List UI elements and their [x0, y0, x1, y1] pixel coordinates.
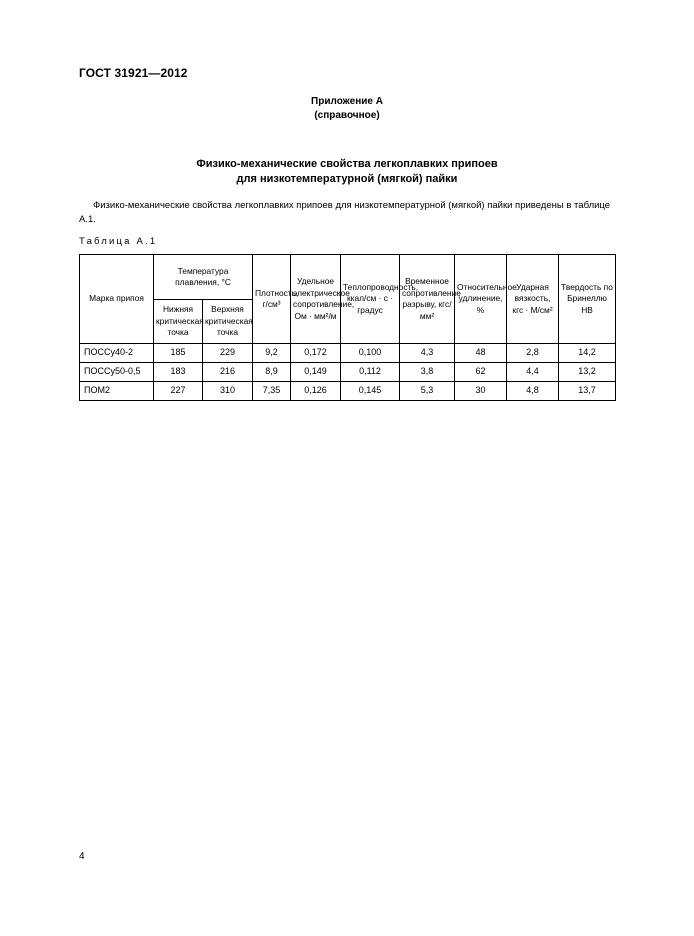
- cell-hardness: 14,2: [559, 344, 616, 363]
- cell-temp-low: 185: [154, 344, 203, 363]
- cell-density: 7,35: [253, 382, 291, 401]
- cell-impact: 2,8: [507, 344, 559, 363]
- cell-elongation: 48: [455, 344, 507, 363]
- cell-resistivity: 0,126: [291, 382, 341, 401]
- cell-density: 9,2: [253, 344, 291, 363]
- table-row: [80, 344, 616, 363]
- cell-grade: ПОССу50-0,5: [80, 363, 154, 382]
- cell-tensile: 4,3: [400, 344, 455, 363]
- header-density: Плотность, г/см³: [253, 255, 291, 344]
- header-resistivity: Удельное электрическое сопротивление, Ом · мм²/м: [291, 255, 341, 344]
- cell-temp-high: 229: [203, 344, 253, 363]
- header-elongation: Относительное удлинение, %: [455, 255, 507, 344]
- section-title-line1: Физико-механические свойства легкоплавких припоев: [196, 158, 498, 170]
- cell-temp-high: 216: [203, 363, 253, 382]
- table-caption: Таблица А.1: [79, 236, 158, 247]
- header-grade: Марка припоя: [80, 255, 154, 344]
- header-temp-high: Верхняя критическая точка: [203, 300, 253, 344]
- appendix-type: (справочное): [314, 110, 380, 121]
- cell-impact: 4,4: [507, 363, 559, 382]
- properties-table: [79, 254, 616, 401]
- header-temp-low: Нижняя критическая точка: [154, 300, 203, 344]
- cell-temp-low: 227: [154, 382, 203, 401]
- header-conductivity: Теплопроводность, ккал/см · с · градус: [341, 255, 400, 344]
- appendix-label: Приложение А: [311, 96, 383, 107]
- cell-elongation: 30: [455, 382, 507, 401]
- cell-elongation: 62: [455, 363, 507, 382]
- header-hardness: Твердость по Бринеллю НВ: [559, 255, 616, 344]
- cell-grade: ПОССу40-2: [80, 344, 154, 363]
- cell-temp-low: 183: [154, 363, 203, 382]
- cell-density: 8,9: [253, 363, 291, 382]
- cell-resistivity: 0,149: [291, 363, 341, 382]
- table-row: [80, 382, 616, 401]
- page-number: 4: [79, 851, 85, 862]
- intro-paragraph: Физико-механические свойства легкоплавких припоев для низкотемпературной (мягкой) пайки приведены в таблице А.1.: [79, 200, 611, 225]
- cell-resistivity: 0,172: [291, 344, 341, 363]
- cell-hardness: 13,2: [559, 363, 616, 382]
- cell-conductivity: 0,145: [341, 382, 400, 401]
- cell-grade: ПОМ2: [80, 382, 154, 401]
- cell-temp-high: 310: [203, 382, 253, 401]
- cell-conductivity: 0,100: [341, 344, 400, 363]
- cell-tensile: 3,8: [400, 363, 455, 382]
- cell-tensile: 5,3: [400, 382, 455, 401]
- cell-conductivity: 0,112: [341, 363, 400, 382]
- cell-impact: 4,8: [507, 382, 559, 401]
- cell-hardness: 13,7: [559, 382, 616, 401]
- header-tensile: Временное сопротивление разрыву, кгс/мм²: [400, 255, 455, 344]
- document-code: ГОСТ 31921—2012: [79, 66, 188, 80]
- table-row: [80, 363, 616, 382]
- header-impact: Ударная вязкость, кгс · М/см²: [507, 255, 559, 344]
- header-temperature: Температура плавления, °С: [154, 255, 253, 300]
- section-title-line2: для низкотемпературной (мягкой) пайки: [236, 173, 458, 185]
